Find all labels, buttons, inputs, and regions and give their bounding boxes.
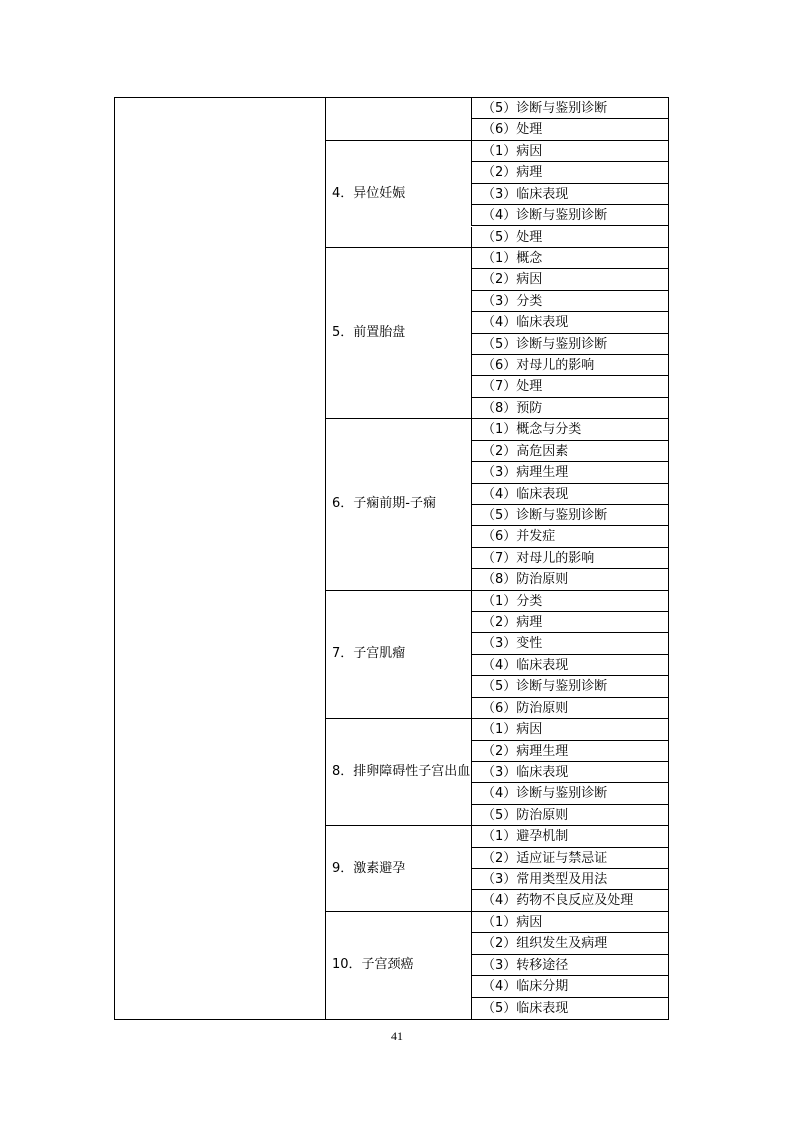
topic-label: 8．排卵障碍性子宫出血 [332, 764, 471, 780]
subtopic-row: （3）分类 [471, 291, 669, 312]
subtopic-row: （6）并发症 [471, 526, 669, 547]
subtopic-row: （2）病理 [471, 612, 669, 633]
subtopic-row: （3）病理生理 [471, 462, 669, 483]
subtopic-row: （3）临床表现 [471, 762, 669, 783]
topic-cell [326, 98, 471, 141]
topic-cell [326, 419, 471, 590]
subtopic-row: （5）诊断与鉴别诊断 [471, 98, 669, 119]
subtopic-row: （4）临床表现 [471, 655, 669, 676]
page-number: 41 [391, 1029, 403, 1043]
subtopic-row: （1）病因 [471, 912, 669, 933]
subtopic-row: （3）变性 [471, 633, 669, 654]
topic-label: 7．子宫肌瘤 [332, 646, 406, 662]
subtopic-row: （3）转移途径 [471, 955, 669, 976]
subtopic-row: （2）病因 [471, 269, 669, 290]
subtopic-row: （7）对母儿的影响 [471, 548, 669, 569]
outline-table [114, 97, 669, 1020]
subtopic-row: （4）临床表现 [471, 484, 669, 505]
subtopic-row: （1）分类 [471, 591, 669, 612]
subtopic-row: （4）诊断与鉴别诊断 [471, 205, 669, 226]
subtopic-row: （5）防治原则 [471, 805, 669, 826]
subtopic-row: （5）诊断与鉴别诊断 [471, 676, 669, 697]
subtopic-row: （5）临床表现 [471, 998, 669, 1019]
subtopic-row: （2）高危因素 [471, 441, 669, 462]
topic-label: 5．前置胎盘 [332, 325, 406, 341]
topic-label: 6．子痫前期-子痫 [332, 496, 436, 512]
topic-cell [326, 719, 471, 826]
topic-label: 10．子宫颈癌 [332, 957, 414, 973]
subtopic-row: （3）常用类型及用法 [471, 869, 669, 890]
topic-cell [326, 141, 471, 248]
subtopic-row: （5）处理 [471, 227, 669, 248]
subtopic-row: （1）避孕机制 [471, 826, 669, 847]
subtopic-row: （5）诊断与鉴别诊断 [471, 334, 669, 355]
topic-cell [326, 248, 471, 419]
subtopic-row: （2）适应证与禁忌证 [471, 848, 669, 869]
topic-cell [326, 826, 471, 912]
subtopic-row: （1）概念 [471, 248, 669, 269]
subtopic-row: （8）预防 [471, 398, 669, 419]
subtopic-row: （8）防治原则 [471, 569, 669, 590]
subtopic-row: （4）药物不良反应及处理 [471, 890, 669, 911]
subtopic-row: （6）防治原则 [471, 698, 669, 719]
topic-cell [326, 912, 471, 1019]
subtopic-row: （5）诊断与鉴别诊断 [471, 505, 669, 526]
topic-label: 4．异位妊娠 [332, 185, 406, 201]
subtopic-row: （1）病因 [471, 719, 669, 740]
subtopic-row: （7）处理 [471, 376, 669, 397]
topic-cell [326, 591, 471, 720]
subtopic-row: （3）临床表现 [471, 184, 669, 205]
subtopic-row: （6）处理 [471, 119, 669, 140]
subtopic-row: （6）对母儿的影响 [471, 355, 669, 376]
subtopic-row: （4）临床分期 [471, 976, 669, 997]
subtopic-row: （1）概念与分类 [471, 419, 669, 440]
subtopic-row: （4）临床表现 [471, 312, 669, 333]
subtopic-row: （1）病因 [471, 141, 669, 162]
subtopic-row: （2）病理 [471, 162, 669, 183]
subtopic-row: （4）诊断与鉴别诊断 [471, 783, 669, 804]
subtopic-row: （2）病理生理 [471, 741, 669, 762]
subtopic-row: （2）组织发生及病理 [471, 933, 669, 954]
chapter-column [115, 98, 326, 1019]
topic-label: 9．激素避孕 [332, 860, 406, 876]
